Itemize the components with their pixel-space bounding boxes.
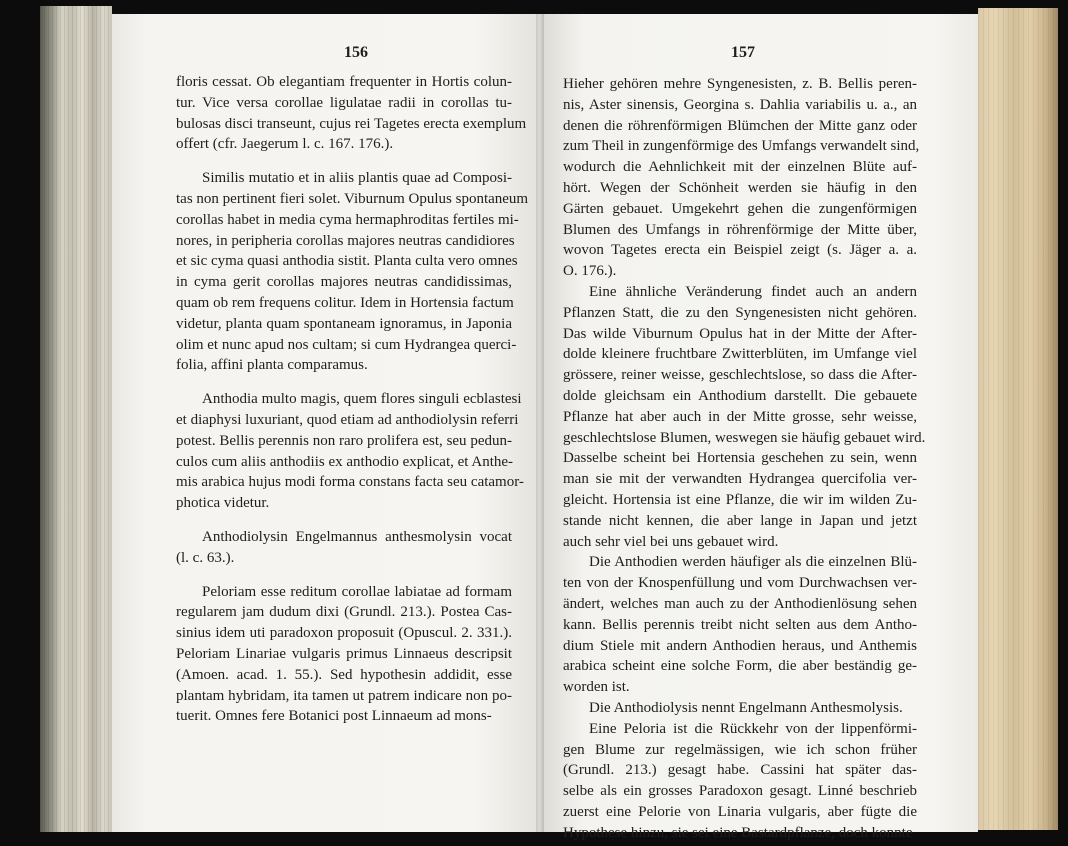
text-line: quam ob rem frequens colitur. Idem in Hortensia factum — [176, 294, 514, 311]
text-line: et diaphysi luxuriant, quod etiam ad anthodiolysin referri — [176, 411, 519, 428]
text-line: Das wilde Viburnum Opulus hat in der Mitte der After- — [563, 325, 917, 342]
paragraph — [176, 582, 512, 728]
text-line: man sie mit der verwandten Hydrangea quercifolia ver- — [563, 471, 917, 488]
paragraph — [176, 72, 527, 155]
text-line: grössere, reiner weisse, geschlechtslose, so dass die After- — [563, 367, 917, 384]
text-line: plantam hybridam, ita tamen ut patrem indicare non po- — [176, 687, 512, 704]
text-line: folia, affini planta comparamus. — [176, 357, 368, 374]
text-line: (Amoen. acad. 1. 55.). Sed hypothesin addidit, esse — [176, 666, 512, 683]
paragraph-gap — [176, 569, 512, 582]
text-line: dium Stiele mit andern Anthodien heraus, und Anthemis — [563, 637, 917, 654]
text-line: zum Theil in zungenförmige des Umfangs verwandelt sind, — [563, 138, 920, 155]
text-line: mis arabica hujus modi forma constans facta seu catamor- — [176, 474, 524, 491]
text-line: culos cum aliis anthodiis ex anthodio explicat, et Anthe- — [176, 453, 514, 470]
text-line: O. 176.). — [563, 263, 617, 280]
left-page-number: 156 — [344, 44, 368, 61]
text-line: tur. Vice versa corollae ligulatae radii in corollas tu- — [176, 94, 512, 111]
right-page-number: 157 — [731, 44, 755, 61]
text-line: tuerit. Omnes fere Botanici post Linnaeum ad mons- — [176, 708, 492, 725]
text-line: Gärten gebauet. Umgekehrt gehen die zungenförmigen — [563, 200, 917, 217]
text-line: photica videtur. — [176, 495, 270, 512]
text-line: corollas habet in media cyma hermaphroditas fertiles mi- — [176, 211, 519, 228]
paragraph — [563, 74, 920, 282]
paragraph-gap — [176, 514, 512, 527]
text-line: bulosas disci transeunt, cujus rei Tagetes erecta exemplum — [176, 115, 527, 132]
text-line: zuerst eine Pelorie von Linaria vulgaris, aber fügte die — [563, 803, 917, 820]
text-line: tas non pertinent fieri solet. Viburnum Opulus spontaneum — [176, 190, 529, 207]
text-line: dolde gleichsam ein Anthodium darstellt. Die gebauete — [563, 387, 917, 404]
text-line: Dasselbe scheint bei Hortensia geschehen zu sein, wenn — [563, 450, 917, 467]
book-gutter — [536, 14, 544, 832]
text-line: Hypothese hinzu, sie sei eine Bastardpflanze, doch konnte — [563, 824, 913, 841]
paragraph — [176, 389, 524, 514]
text-line: Eine ähnliche Veränderung findet auch an andern — [589, 283, 917, 300]
paragraph — [563, 282, 926, 552]
text-line: ten von der Knospenfüllung und vom Durchwachsen ver- — [563, 575, 917, 592]
paragraph-gap — [176, 376, 512, 389]
text-line: arabica scheint eine solche Form, die aber beständig ge- — [563, 658, 917, 675]
text-line: Die Anthodien werden häufiger als die einzelnen Blü- — [589, 554, 917, 571]
right-page-edges — [978, 8, 1058, 830]
text-line: floris cessat. Ob elegantiam frequenter in Hortis colun- — [176, 74, 512, 90]
text-line: offert (cfr. Jaegerum l. c. 167. 176.). — [176, 136, 394, 153]
text-line: Peloriam esse reditum corollae labiatae ad formam — [202, 583, 512, 600]
text-line: wodurch die Aehnlichkeit mit der einzelnen Blüte auf- — [563, 159, 917, 176]
text-line: Blumen des Umfangs in röhrenförmige der Mitte über, — [563, 221, 917, 238]
paragraph — [563, 698, 917, 719]
text-line: Peloriam Linariae vulgaris primus Linnaeus descripsit — [176, 645, 512, 662]
text-line: regularem jam dudum dixi (Grundl. 213.). Postea Cas- — [176, 604, 512, 621]
text-line: et sic cyma quasi anthodia sistit. Planta culta vero omnes — [176, 253, 518, 270]
text-line: in cyma gerit corollas majores neutras candidissimas, — [176, 274, 512, 291]
paragraph-gap — [176, 155, 512, 168]
text-line: sinius idem uti paradoxon proposuit (Opuscul. 2. 331.). — [176, 625, 512, 642]
text-line: videtur, planta quam spontaneam ignoramus, in Japonia — [176, 315, 512, 332]
text-line: kann. Bellis perennis treibt nicht selten aus dem Antho- — [563, 616, 917, 633]
left-page-text — [176, 72, 529, 727]
text-line: Pflanzen Statt, die zu den Syngenesisten nicht gehören. — [563, 304, 917, 321]
text-line: olim et nunc apud nos cultam; si cum Hydrangea querci- — [176, 336, 517, 353]
paragraph — [176, 168, 529, 376]
text-line: nores, in peripheria corollas majores neutras candidiores — [176, 232, 515, 249]
text-line: gleicht. Hortensia ist eine Pflanze, die wir im wilden Zu- — [563, 491, 917, 508]
text-line: gen Blume zur regelmässigen, wie ich schon früher — [563, 741, 917, 758]
text-line: (Grundl. 213.) gesagt habe. Cassini hat später das- — [563, 762, 917, 779]
text-line: geschlechtslose Blumen, weswegen sie häufig gebauet wird. — [563, 429, 926, 446]
text-line: ändert, welches man auch zu der Anthodienlösung sehen — [563, 595, 917, 612]
text-line: auch sehr viel bei uns gebauet wird. — [563, 533, 779, 550]
text-line: dolde kleinere fruchtbare Zwitterblüten, im Umfange viel — [563, 346, 917, 363]
left-page-edges — [40, 6, 112, 832]
paragraph — [176, 527, 512, 569]
paragraph — [563, 719, 917, 844]
text-line: (l. c. 63.). — [176, 549, 235, 566]
text-line: selbe als ein grosses Paradoxon gesagt. Linné beschrieb — [563, 783, 917, 800]
text-line: Hieher gehören mehre Syngenesisten, z. B. Bellis peren- — [563, 76, 917, 92]
text-line: hört. Wegen der Schönheit werden sie häufig in den — [563, 179, 917, 196]
text-line: Die Anthodiolysis nennt Engelmann Anthesmolysis. — [589, 699, 903, 716]
text-line: Anthodiolysin Engelmannus anthesmolysin vocat — [202, 528, 512, 545]
text-line: denen die röhrenförmigen Blümchen der Mitte ganz oder — [563, 117, 917, 134]
text-line: stande nicht kennen, die aber lange in Japan und jetzt — [563, 512, 917, 529]
text-line: Eine Peloria ist die Rückkehr von der lippenförmi- — [589, 720, 917, 737]
right-page-text — [563, 74, 926, 843]
text-line: Similis mutatio et in aliis plantis quae ad Composi- — [202, 170, 512, 187]
text-line: nis, Aster sinensis, Georgina s. Dahlia variabilis u. a., an — [563, 96, 917, 113]
text-line: potest. Bellis perennis non raro prolifera est, seu pedun- — [176, 432, 512, 449]
text-line: Pflanze hat aber auch in der Mitte grosse, sehr weisse, — [563, 408, 917, 425]
paragraph — [563, 552, 917, 698]
text-line: wovon Tagetes erecta ein Beispiel zeigt (s. Jäger a. a. — [563, 242, 917, 259]
text-line: worden ist. — [563, 679, 630, 696]
text-line: Anthodia multo magis, quem flores singuli ecblastesi — [202, 391, 522, 408]
